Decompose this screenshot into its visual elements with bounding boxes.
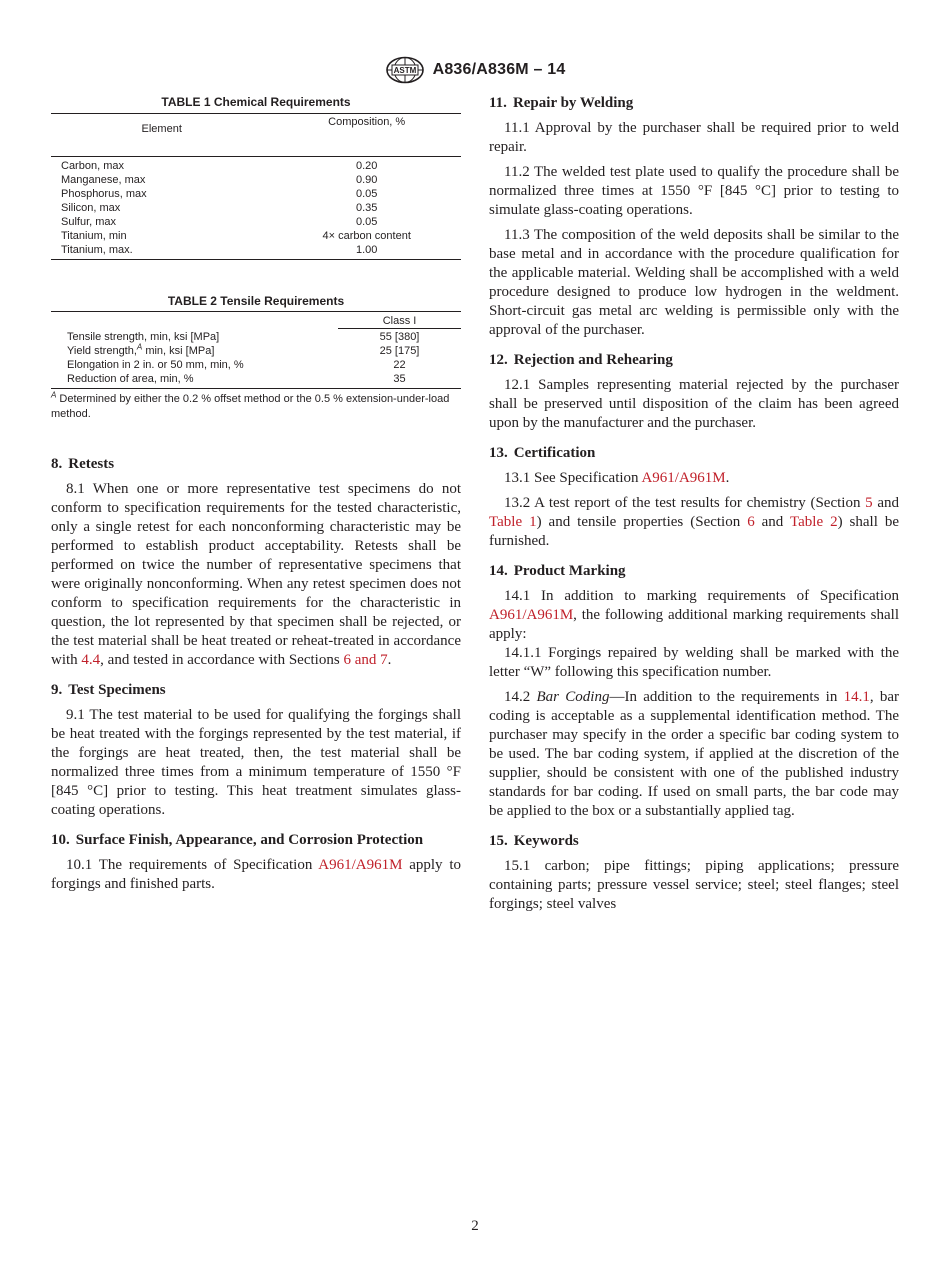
section-number: 12. bbox=[489, 352, 508, 368]
paragraph-text: 13.2 A test report of the test results for chemistry (Section bbox=[504, 495, 866, 511]
section-title: Certification bbox=[513, 445, 596, 461]
property-name: Reduction of area, min, % bbox=[67, 373, 194, 385]
composition-value: 4× carbon content bbox=[322, 230, 411, 242]
ref-link-a961[interactable]: A961/A961M bbox=[641, 470, 726, 486]
ref-link-14-1[interactable]: 14.1 bbox=[843, 689, 870, 705]
section-number: 15. bbox=[489, 833, 508, 849]
paragraph-9-1: 9.1 The test material to be used for qualifying the forgings shall be heat treated with the forgings represented by the test material, if the forgings are heat treated, then, the test material shall be normalized three times from a minimum temperature of 1550 °F [845 °C] prior to testing. This heat treatment simulates glass-coating operations. bbox=[51, 707, 461, 818]
table1-col-element: Element bbox=[51, 114, 272, 157]
section-15-heading bbox=[489, 832, 899, 851]
paragraph-14-1 bbox=[489, 587, 899, 644]
chemical-requirements-table bbox=[51, 113, 461, 260]
composition-value: 0.05 bbox=[355, 216, 378, 228]
tensile-requirements-table bbox=[51, 311, 461, 389]
svg-text:ASTM: ASTM bbox=[393, 66, 416, 75]
paragraph-text: , bar coding is acceptable as a supplemental identification method. The purchaser may specify in the order a specific bar coding system to be used. The bar coding system, if applied at the discretion of the supplier, should be consistent with one of the published industry standards for bar coding. If used on small parts, the bar code may be applied to the box or a substantially applied tag. bbox=[489, 689, 900, 819]
paragraph-text: 8.1 When one or more representative test specimens do not conform to specification requirements for the tested characteristic, only a single retest for each nonconforming characteristic may be performed to establish product acceptability. Retests shall be performed on twice the number of representative specimens that were originally nonconforming. When any retest specimen does not conform to specification requirements for the characteristic in question, the lot represented by that specimen shall be rejected, or the test material shall be heat treated or reheat-treated in accordance with bbox=[51, 481, 461, 668]
paragraph-14-2 bbox=[489, 688, 899, 821]
paragraph-8-1 bbox=[51, 480, 461, 670]
table-row bbox=[51, 243, 461, 260]
paragraph-text: 13.1 See Specification bbox=[504, 470, 642, 486]
paragraph-text: . bbox=[387, 652, 392, 668]
section-9-heading bbox=[51, 681, 461, 700]
paragraph-13-1 bbox=[489, 469, 899, 488]
section-title: Surface Finish, Appearance, and Corrosion Protection bbox=[75, 832, 424, 848]
table-row bbox=[51, 215, 461, 229]
composition-value: 1.00 bbox=[355, 244, 378, 256]
paragraph-text: , the following additional marking requirements shall apply: bbox=[489, 607, 899, 642]
paragraph-italic-term: Bar Coding bbox=[536, 689, 610, 705]
section-10-heading bbox=[51, 831, 461, 850]
table-row bbox=[51, 344, 461, 358]
composition-value: 0.20 bbox=[355, 160, 378, 172]
section-12-heading bbox=[489, 351, 899, 370]
ref-link-table-1[interactable]: Table 1 bbox=[489, 514, 537, 530]
standard-designation: A836/A836M – 14 bbox=[432, 61, 566, 78]
property-name: Tensile strength, min, ksi [MPa] bbox=[67, 330, 220, 343]
astm-logo-icon bbox=[385, 56, 425, 84]
element-name: Carbon, max bbox=[61, 160, 124, 172]
paragraph-14-1-1: 14.1.1 Forgings repaired by welding shall be marked with the letter “W” following this specification number. bbox=[489, 645, 899, 680]
right-column bbox=[489, 94, 899, 914]
paragraph-text: 14.1 In addition to marking requirements of Specification bbox=[504, 588, 899, 604]
paragraph-11-3: 11.3 The composition of the weld deposits shall be similar to the base metal and in accordance with the procedure qualification for the applicable material. Welding shall be accomplished with a weld procedure designed to produce low hydrogen in the weldment. Short-circuit gas metal arc welding is permissible only with the approval of the purchaser. bbox=[489, 227, 899, 338]
ref-link-a961[interactable]: A961/A961M bbox=[318, 857, 403, 873]
property-value: 35 bbox=[393, 373, 406, 385]
paragraph-text: 14.2 bbox=[504, 689, 537, 705]
section-title: Product Marking bbox=[513, 563, 626, 579]
element-name: Manganese, max bbox=[61, 174, 146, 186]
table1-col-composition: Composition, % bbox=[272, 114, 461, 157]
table-row bbox=[51, 329, 461, 345]
paragraph-13-2 bbox=[489, 494, 899, 551]
property-value: 25 [175] bbox=[379, 345, 420, 357]
paragraph-text: and bbox=[872, 495, 899, 511]
table-row bbox=[51, 358, 461, 372]
property-name-text: min, ksi [MPa] bbox=[142, 345, 215, 357]
section-number: 11. bbox=[489, 95, 507, 111]
table-row bbox=[51, 372, 461, 389]
section-number: 9. bbox=[51, 682, 63, 698]
table2-footnote bbox=[51, 392, 461, 422]
property-name-text: Yield strength, bbox=[67, 345, 137, 357]
property-value: 55 [380] bbox=[379, 331, 420, 343]
property-name bbox=[51, 344, 338, 358]
element-name: Titanium, max. bbox=[61, 244, 133, 256]
section-number: 8. bbox=[51, 456, 63, 472]
section-title: Rejection and Rehearing bbox=[513, 352, 673, 368]
paragraph-text: apply to forgings and finished parts. bbox=[51, 857, 461, 892]
table-row bbox=[51, 229, 461, 243]
element-name: Phosphorus, max bbox=[61, 188, 147, 200]
section-number: 10. bbox=[51, 832, 70, 848]
section-title: Retests bbox=[68, 456, 115, 472]
section-title: Test Specimens bbox=[68, 682, 166, 698]
paragraph-12-1: 12.1 Samples representing material rejected by the purchaser shall be preserved until disposition of the claim has been agreed upon by the manufacturer and the purchaser. bbox=[489, 377, 899, 431]
ref-link-section-5[interactable]: 5 bbox=[865, 495, 873, 511]
footnote-mark: A bbox=[136, 342, 143, 352]
table-row bbox=[51, 157, 461, 174]
table-row bbox=[51, 201, 461, 215]
paragraph-11-1: 11.1 Approval by the purchaser shall be required prior to weld repair. bbox=[489, 120, 899, 155]
footnote-mark: A bbox=[51, 390, 57, 400]
table2-col-property bbox=[51, 312, 338, 329]
ref-link-sections-6-7[interactable]: 6 and 7 bbox=[343, 652, 388, 668]
table-row bbox=[51, 173, 461, 187]
section-8-heading bbox=[51, 455, 461, 474]
property-name: Elongation in 2 in. or 50 mm, min, % bbox=[67, 359, 244, 371]
section-14-heading bbox=[489, 562, 899, 581]
paragraph-15-1: 15.1 carbon; pipe fittings; piping applications; pressure containing parts; pressure vessel service; steel; steel flanges; steel forgings; steel valves bbox=[489, 858, 899, 912]
paragraph-text: , and tested in accordance with Sections bbox=[100, 652, 344, 668]
paragraph-text: ) and tensile properties (Section bbox=[536, 514, 748, 530]
ref-link-4-4[interactable]: 4.4 bbox=[81, 652, 101, 668]
section-number: 14. bbox=[489, 563, 508, 579]
section-number: 13. bbox=[489, 445, 508, 461]
composition-value: 0.05 bbox=[355, 188, 378, 200]
paragraph-text: ) shall be furnished. bbox=[489, 514, 900, 549]
table2-col-class: Class I bbox=[338, 312, 461, 329]
paragraph-10-1 bbox=[51, 856, 461, 894]
ref-link-a961[interactable]: A961/A961M bbox=[489, 607, 574, 623]
composition-value: 0.90 bbox=[355, 174, 378, 186]
table2-title: TABLE 2 Tensile Requirements bbox=[167, 294, 345, 308]
paragraph-text: 10.1 The requirements of Specification bbox=[66, 857, 319, 873]
page-number: 2 bbox=[471, 1218, 479, 1234]
ref-link-table-2[interactable]: Table 2 bbox=[790, 514, 838, 530]
paragraph-11-2: 11.2 The welded test plate used to qualify the procedure shall be normalized three times at 1550 °F [845 °C] prior to testing to simulate glass-coating operations. bbox=[489, 164, 899, 218]
paragraph-text: and bbox=[754, 514, 791, 530]
element-name: Sulfur, max bbox=[61, 216, 117, 228]
composition-value: 0.35 bbox=[355, 202, 378, 214]
page-header bbox=[0, 56, 950, 89]
paragraph-text: . bbox=[725, 470, 730, 486]
footnote-text: Determined by either the 0.2 % offset method or the 0.5 % extension-under-load method. bbox=[51, 393, 450, 420]
element-name: Silicon, max bbox=[61, 202, 121, 214]
section-13-heading bbox=[489, 444, 899, 463]
element-name: Titanium, min bbox=[61, 230, 127, 242]
section-title: Keywords bbox=[513, 833, 579, 849]
left-column bbox=[51, 94, 461, 894]
paragraph-text: —In addition to the requirements in bbox=[609, 689, 844, 705]
table-row bbox=[51, 187, 461, 201]
ref-link-section-6[interactable]: 6 bbox=[747, 514, 755, 530]
table1-title: TABLE 1 Chemical Requirements bbox=[161, 95, 351, 109]
section-11-heading bbox=[489, 94, 899, 113]
property-value: 22 bbox=[393, 359, 406, 371]
section-title: Repair by Welding bbox=[512, 95, 634, 111]
